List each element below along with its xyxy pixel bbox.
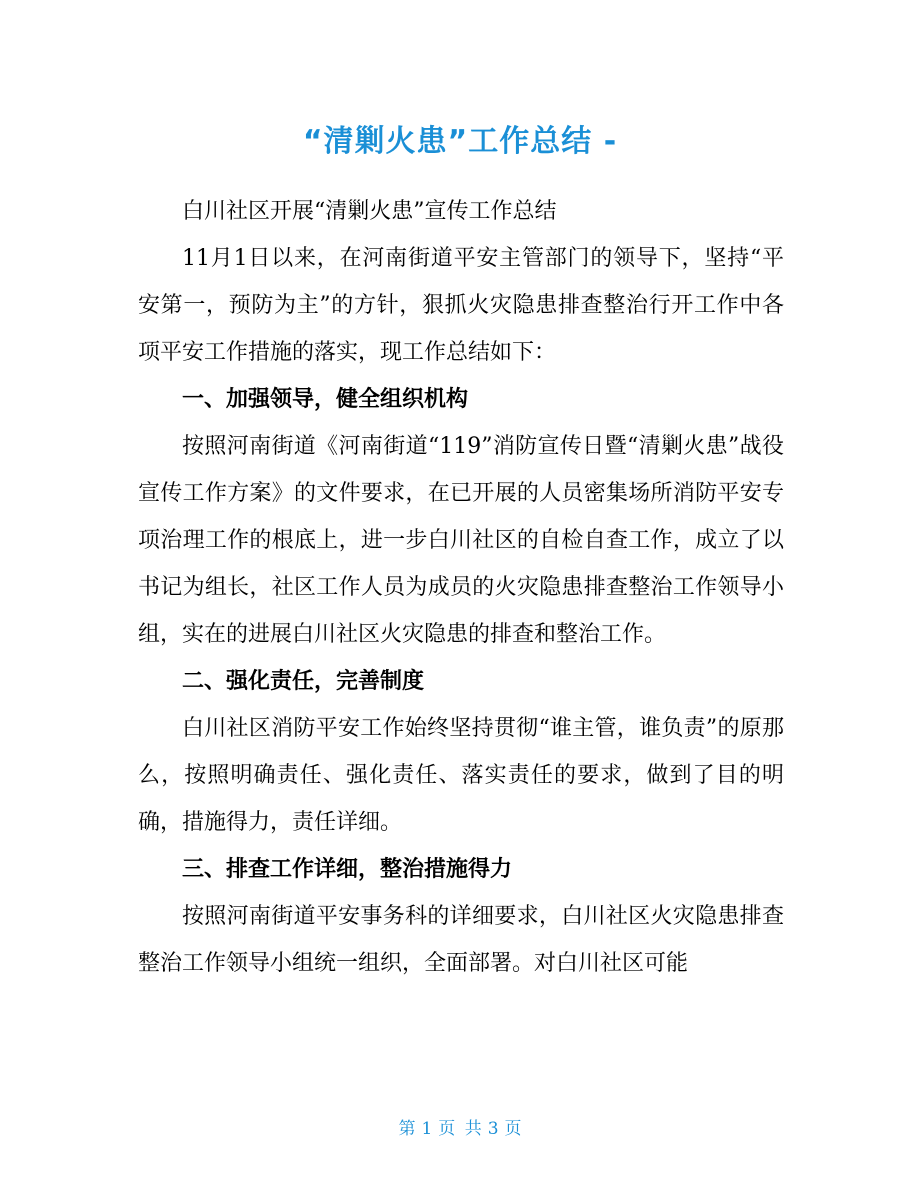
section-heading-2: 二、强化责任，完善制度: [182, 668, 425, 694]
intro-paragraph: 11月1日以来，在河南街道平安主管部门的领导下，坚持“平安第一，预防为主”的方针，狠抓火灾隐患排查整治行开工作中各项平安工作措施的落实，现工作总结如下：: [138, 246, 784, 365]
document-title: “清剿火患”工作总结 -: [302, 124, 618, 159]
section-heading-1: 一、加强领导，健全组织机构: [182, 386, 469, 412]
section-body-1: 按照河南街道《河南街道“119”消防宣传日暨“清剿火患”战役宣传工作方案》的文件要求，在已开展的人员密集场所消防平安专项治理工作的根底上，进一步白川社区的自检自查工作，成立了以书记为组长，社区工作人员为成员的火灾隐患排查整治工作领导小组，实在的进展白川社区火灾隐患的排查和整治工作。: [138, 434, 784, 647]
document-body: [138, 188, 784, 987]
footer-page-current: 1: [421, 1119, 433, 1139]
footer-page-total: 3: [487, 1119, 499, 1139]
subtitle-paragraph: 白川社区开展“清剿火患”宣传工作总结: [182, 199, 557, 224]
page-number-footer: [0, 1114, 920, 1139]
section-heading-3: 三、排查工作详细，整治措施得力: [182, 856, 513, 882]
footer-label-before: 第: [398, 1119, 416, 1139]
section-body-2: 白川社区消防平安工作始终坚持贯彻“谁主管，谁负责”的原那么，按照明确责任、强化责任、落实责任的要求，做到了目的明确，措施得力，责任详细。: [138, 716, 784, 835]
footer-label-after: 页: [504, 1119, 522, 1139]
footer-label-mid: 页 共: [438, 1119, 482, 1139]
section-body-3: 按照河南街道平安事务科的详细要求，白川社区火灾隐患排查整治工作领导小组统一组织，全面部署。对白川社区可能: [138, 904, 784, 976]
